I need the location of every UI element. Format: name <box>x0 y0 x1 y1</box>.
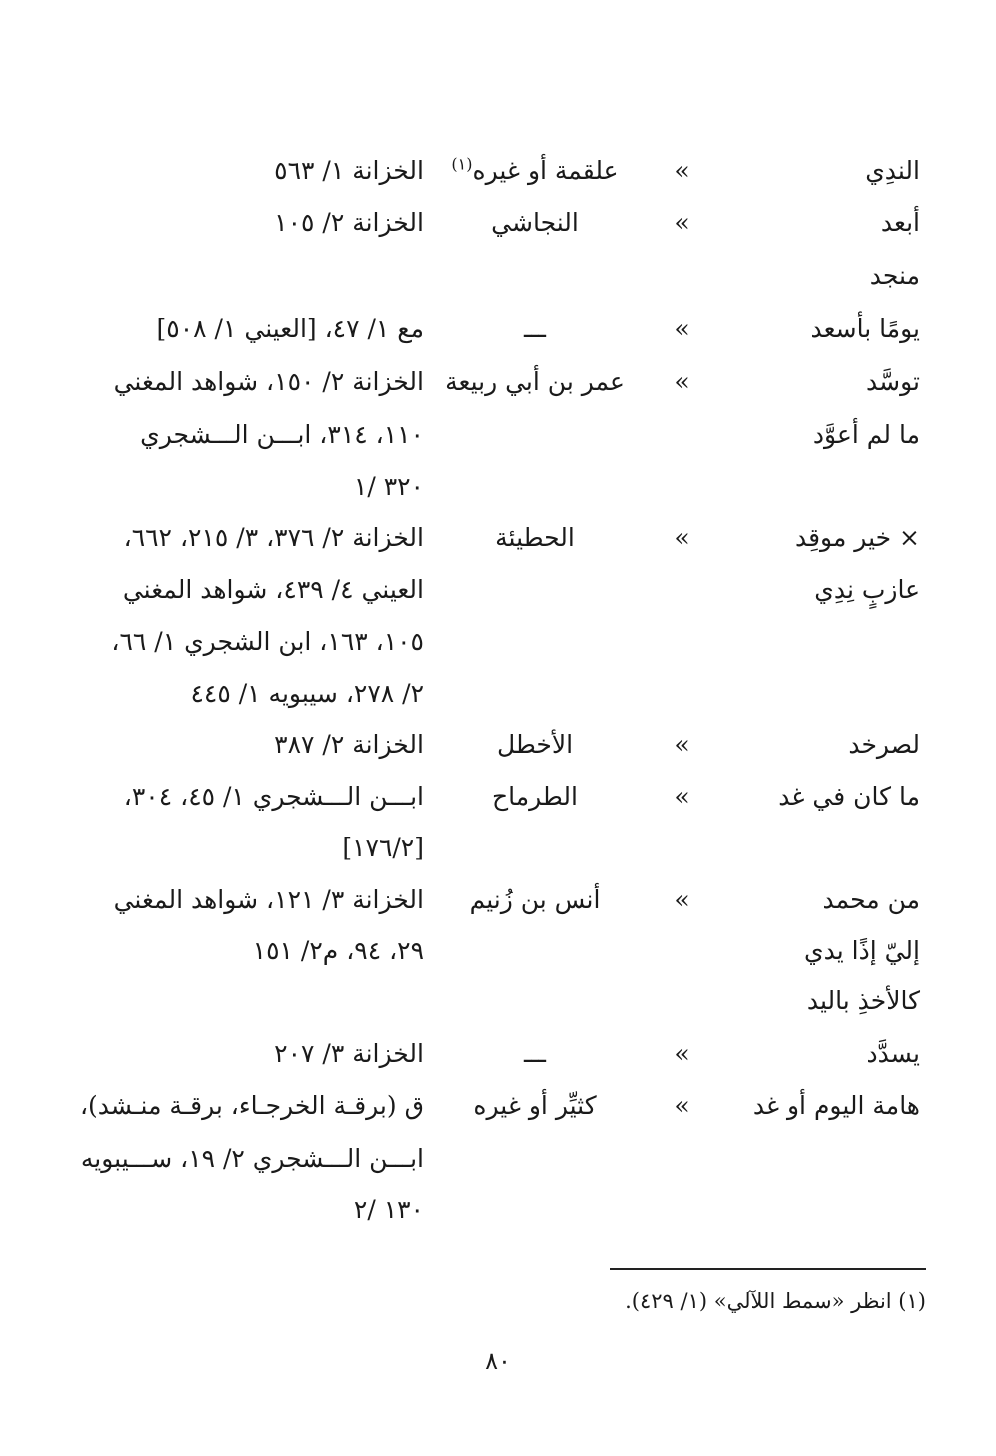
table-row <box>0 976 996 1026</box>
verse-ending: من محمد <box>822 885 920 914</box>
ditto-mark: » <box>674 885 690 914</box>
table-row <box>0 617 996 667</box>
verse-ending: هامة اليوم أو غد <box>752 1091 920 1120</box>
footnote-marker: (١) <box>451 154 473 174</box>
page-number: ٨٠ <box>485 1347 511 1375</box>
verse-ending: إليّ إذًا يدي <box>804 936 920 965</box>
verse-ending: لصرخد <box>848 730 920 759</box>
source-reference: الخزانة ٣/ ٢٠٧ <box>274 1039 424 1068</box>
verse-ending: كالأخذِ باليد <box>806 986 920 1015</box>
source-reference: مع ١/ ٤٧، [العيني ١/ ٥٠٨] <box>156 314 424 343</box>
source-reference: ابـــن الـــشجري ١/ ٤٥، ٣٠٤، <box>123 782 424 811</box>
poet-name: الأخطل <box>496 730 574 759</box>
poet-name: الحطيئة <box>495 523 575 552</box>
table-row <box>0 669 996 719</box>
source-reference: الخزانة ٣/ ١٢١، شواهد المغني <box>113 885 424 914</box>
source-reference: الخزانة ٢/ ١٠٥ <box>274 208 424 237</box>
table-row <box>0 513 996 563</box>
ditto-mark: » <box>674 523 690 552</box>
table-row <box>0 823 996 873</box>
table-row <box>0 1029 996 1079</box>
poet-name: عمر بن أبي ربيعة <box>445 367 625 396</box>
table-row <box>0 462 996 512</box>
table-row <box>0 410 996 460</box>
source-reference: ١٠٥، ١٦٣، ابن الشجري ١/ ٦٦، <box>111 627 424 656</box>
verse-ending: ما كان في غد <box>778 782 920 811</box>
table-row <box>0 875 996 925</box>
poet-name: ـــ <box>524 314 546 343</box>
table-row <box>0 251 996 301</box>
poet-name: أنس بن زُنيم <box>469 885 601 914</box>
footnote: (١) انظر «سمط اللآلي» (١/ ٤٢٩). <box>625 1289 926 1313</box>
poet-name: النجاشي <box>491 208 579 237</box>
source-reference: ٣٢٠ /١ <box>353 472 424 501</box>
ditto-mark: » <box>674 782 690 811</box>
table-row <box>0 926 996 976</box>
table-row <box>0 1185 996 1235</box>
source-reference: ٢٩، ٩٤، م٢/ ١٥١ <box>252 936 424 965</box>
verse-ending: الندِي <box>865 156 920 185</box>
table-row <box>0 198 996 248</box>
verse-ending: يومًا بأسعد <box>810 314 920 343</box>
table-row <box>0 146 996 196</box>
source-reference: [١٧٦/٢] <box>342 833 424 862</box>
ditto-mark: » <box>674 1091 690 1120</box>
table-row <box>0 1081 996 1131</box>
ditto-mark: » <box>674 730 690 759</box>
source-reference: الخزانة ٢/ ١٥٠، شواهد المغني <box>113 367 424 396</box>
table-row <box>0 565 996 615</box>
verse-ending: يسدَّد <box>866 1039 920 1068</box>
poet-name: كثيِّر أو غيره <box>473 1091 597 1120</box>
verse-ending: ما لم أعوَّد <box>812 420 920 449</box>
source-reference: ابـــن الـــشجري ٢/ ١٩، ســـيبويه <box>80 1144 424 1173</box>
source-reference: الخزانة ٢/ ٣٧٦، ٣/ ٢١٥، ٦٦٢، <box>123 523 424 552</box>
ditto-mark: » <box>674 314 690 343</box>
table-row <box>0 357 996 407</box>
ditto-mark: » <box>674 208 690 237</box>
verse-ending: أبعد <box>880 208 920 237</box>
table-row <box>0 772 996 822</box>
source-reference: الخزانة ٢/ ٣٨٧ <box>274 730 424 759</box>
footnote-divider <box>610 1268 926 1270</box>
verse-ending: منجد <box>869 261 920 290</box>
source-reference: ١٣٠ /٢ <box>353 1195 424 1224</box>
source-reference: العيني ٤/ ٤٣٩، شواهد المغني <box>122 575 424 604</box>
ditto-mark: » <box>674 1039 690 1068</box>
table-row <box>0 1134 996 1184</box>
table-row <box>0 720 996 770</box>
poet-name: ـــ <box>524 1039 546 1068</box>
source-reference: الخزانة ١/ ٥٦٣ <box>274 156 424 185</box>
table-row <box>0 304 996 354</box>
verse-ending: عازبٍ نِدِي <box>814 575 920 604</box>
verse-ending: توسَّد <box>866 367 920 396</box>
ditto-mark: » <box>674 156 690 185</box>
verse-ending: × خير موقِد <box>794 523 920 552</box>
source-reference: ق (برقـة الخرجـاء، برقـة منـشد)، <box>79 1091 424 1120</box>
poet-name: الطرماح <box>491 782 578 811</box>
ditto-mark: » <box>674 367 690 396</box>
poet-name <box>440 146 630 196</box>
source-reference: ٢/ ٢٧٨، سيبويه ١/ ٤٤٥ <box>190 679 424 708</box>
source-reference: ١١٠، ٣١٤، ابـــن الـــشجري <box>140 420 424 449</box>
poet-name-text: علقمة أو غيره <box>472 156 619 185</box>
